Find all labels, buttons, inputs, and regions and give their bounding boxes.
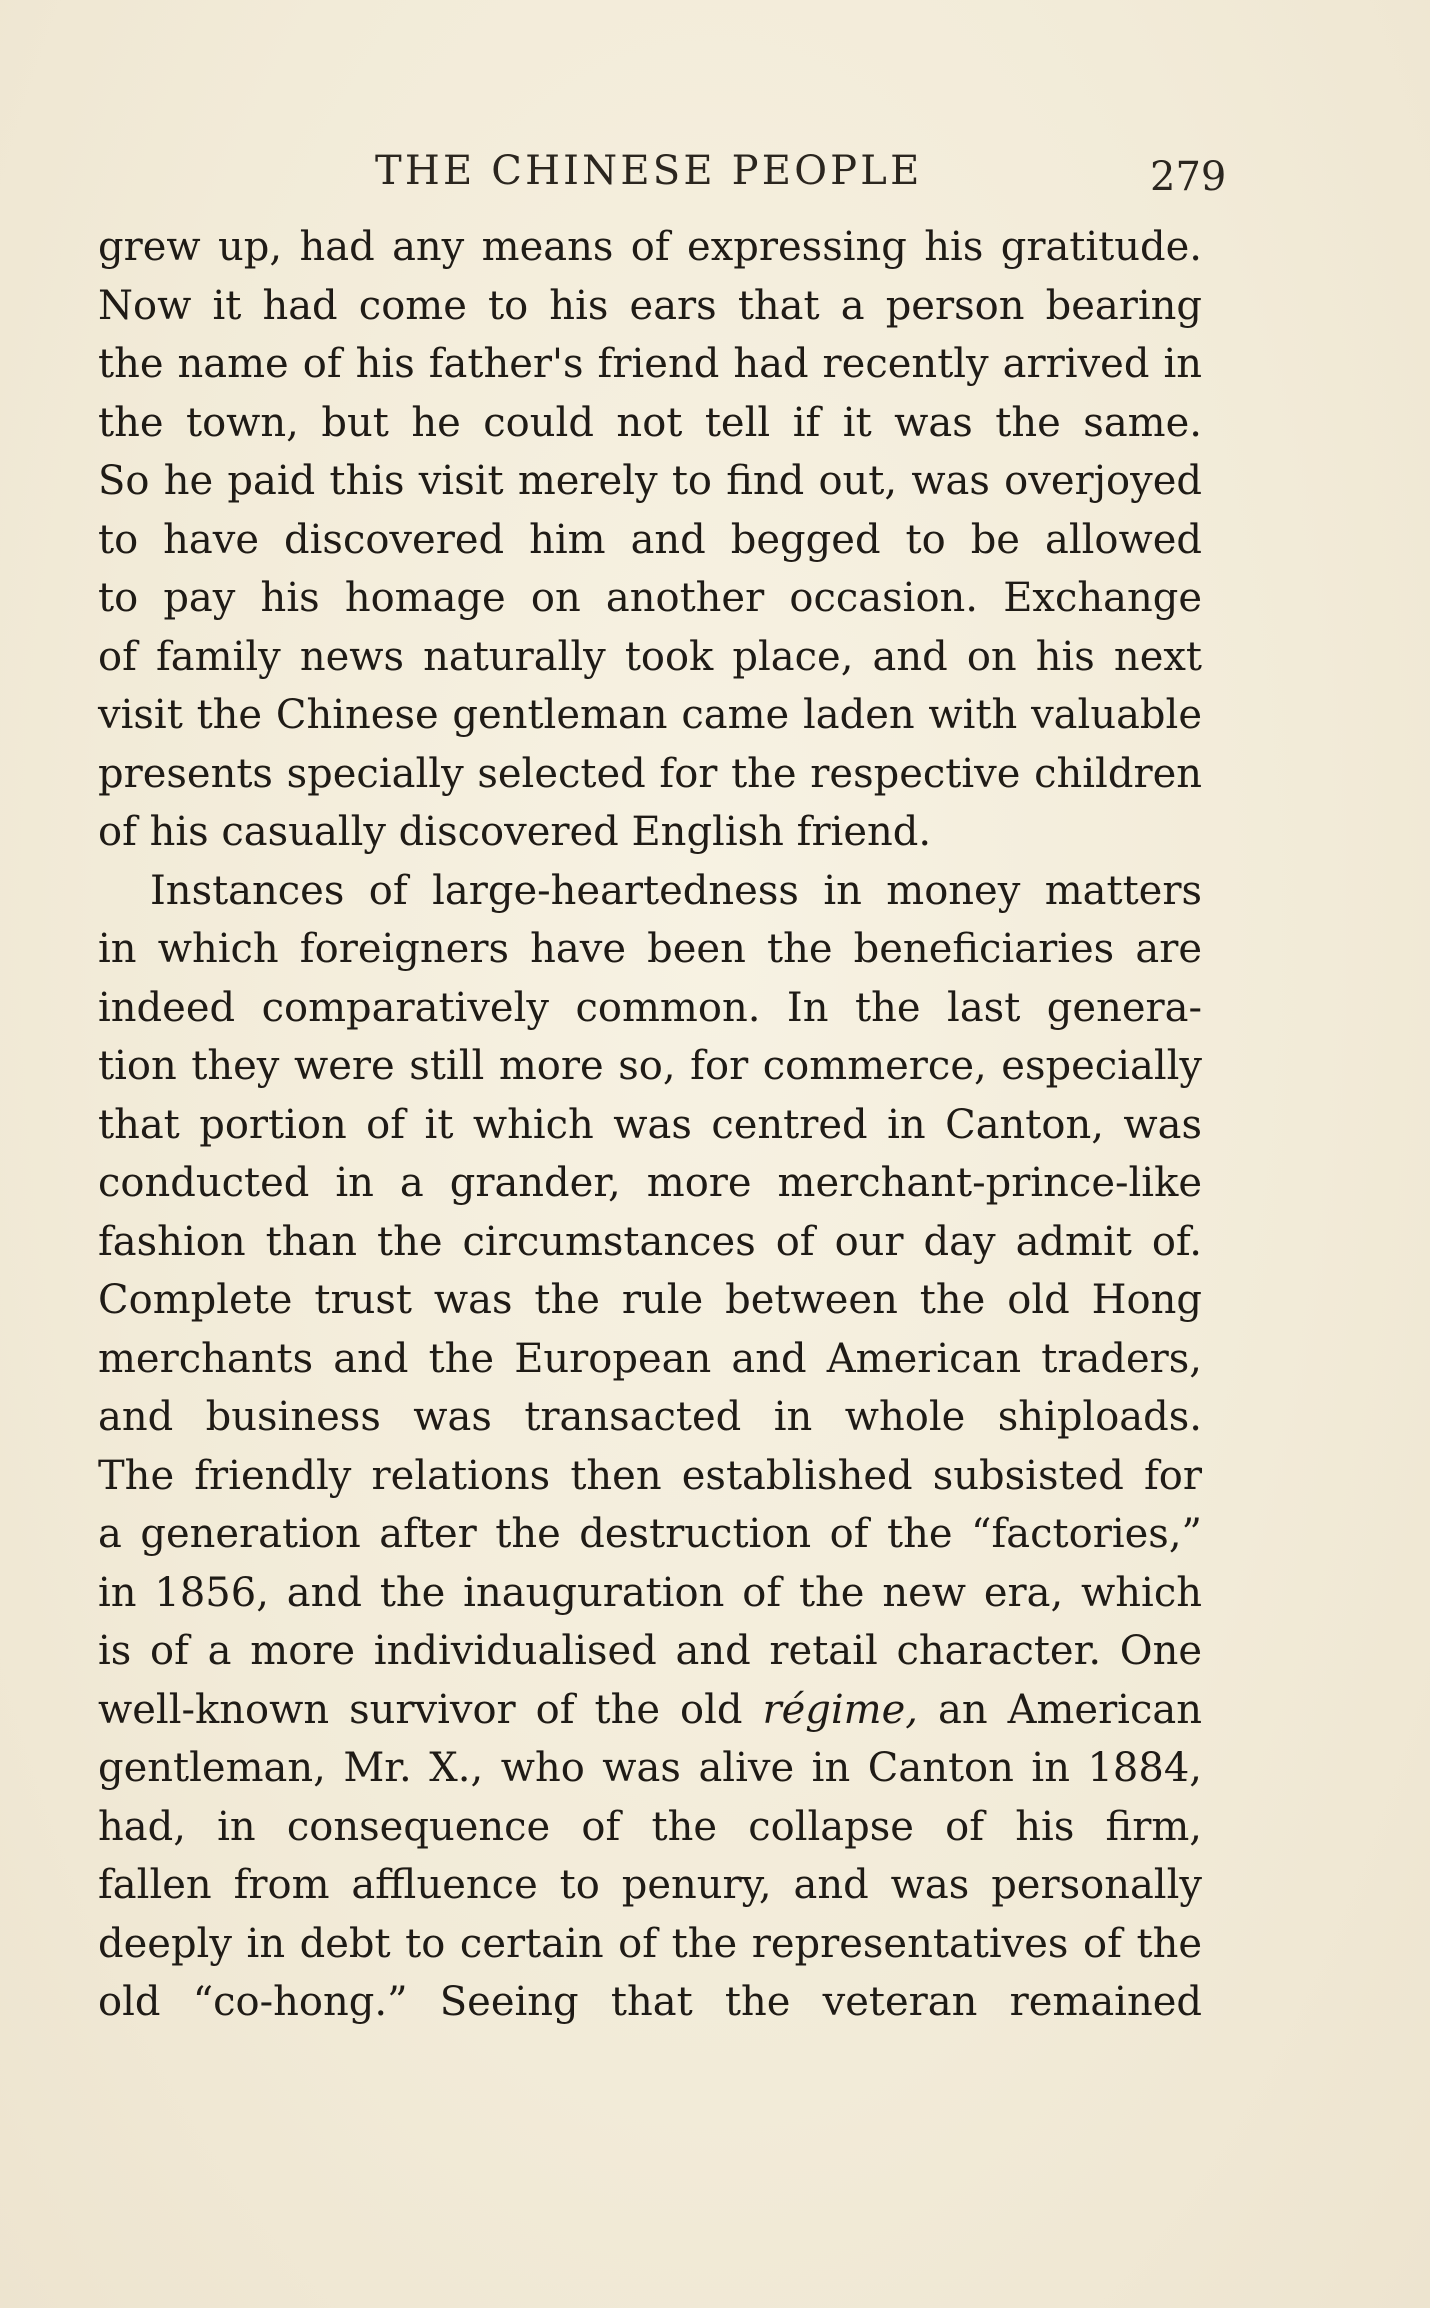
text-line: deeply in debt to certain of the representatives of the (98, 1920, 1202, 1967)
text-line: The friendly relations then established subsisted for (98, 1452, 1202, 1499)
text-line: the name of his father's friend had recently arrived in (98, 341, 1202, 387)
running-head (0, 148, 1430, 208)
text-line: gentleman, Mr. X., who was alive in Canton in 1884, (98, 1745, 1202, 1791)
text-line: visit the Chinese gentleman came laden with valuable (98, 692, 1202, 738)
text-line: tion they were still more so, for commerce, especially (98, 1043, 1202, 1089)
text-line: of family news naturally took place, and on his next (98, 633, 1202, 680)
text-line: in which foreigners have been the beneficiaries are (98, 926, 1202, 972)
text-segment: an American (937, 1686, 1202, 1733)
text-line: that portion of it which was centred in Canton, was (98, 1101, 1202, 1148)
text-line: had, in consequence of the collapse of his firm, (98, 1803, 1202, 1850)
text-line: the town, but he could not tell if it was the same. (98, 399, 1202, 446)
text-line: in 1856, and the inauguration of the new era, which (98, 1569, 1202, 1616)
text-line: grew up, had any means of expressing his gratitude. (98, 224, 1202, 270)
text-line: a generation after the destruction of the “factories,” (98, 1511, 1202, 1557)
text-line: merchants and the European and American traders, (98, 1335, 1202, 1382)
text-line: to have discovered him and begged to be allowed (98, 516, 1202, 563)
running-title: THE CHINESE PEOPLE (375, 148, 923, 194)
text-line: and business was transacted in whole shiploads. (98, 1394, 1202, 1440)
text-line: presents specially selected for the respective children (98, 750, 1202, 797)
text-line: Now it had come to his ears that a person bearing (98, 282, 1202, 329)
text-line: of his casually discovered English friend. (98, 809, 932, 855)
text-line: fashion than the circumstances of our day admit of. (98, 1218, 1202, 1265)
text-line: conducted in a grander, more merchant-prince-like (98, 1160, 1202, 1206)
text-line: Complete trust was the rule between the old Hong (98, 1277, 1202, 1323)
text-line: So he paid this visit merely to find out, was overjoyed (98, 458, 1202, 504)
text-line: is of a more individualised and retail character. One (98, 1628, 1202, 1674)
text-line-with-italic (98, 1681, 1202, 1740)
text-line: indeed comparatively common. In the last genera- (98, 984, 1202, 1031)
paragraph-first-line: Instances of large-heartedness in money matters (150, 867, 1202, 914)
text-line: old “co-hong.” Seeing that the veteran remained (98, 1979, 1202, 2025)
italic-word: régime, (762, 1686, 918, 1733)
text-segment: well-known survivor of the old (98, 1686, 743, 1733)
page-number: 279 (1150, 154, 1227, 200)
text-line: to pay his homage on another occasion. Exchange (98, 575, 1202, 621)
text-line: fallen from affluence to penury, and was personally (98, 1862, 1202, 1908)
body-text (98, 218, 1202, 2032)
